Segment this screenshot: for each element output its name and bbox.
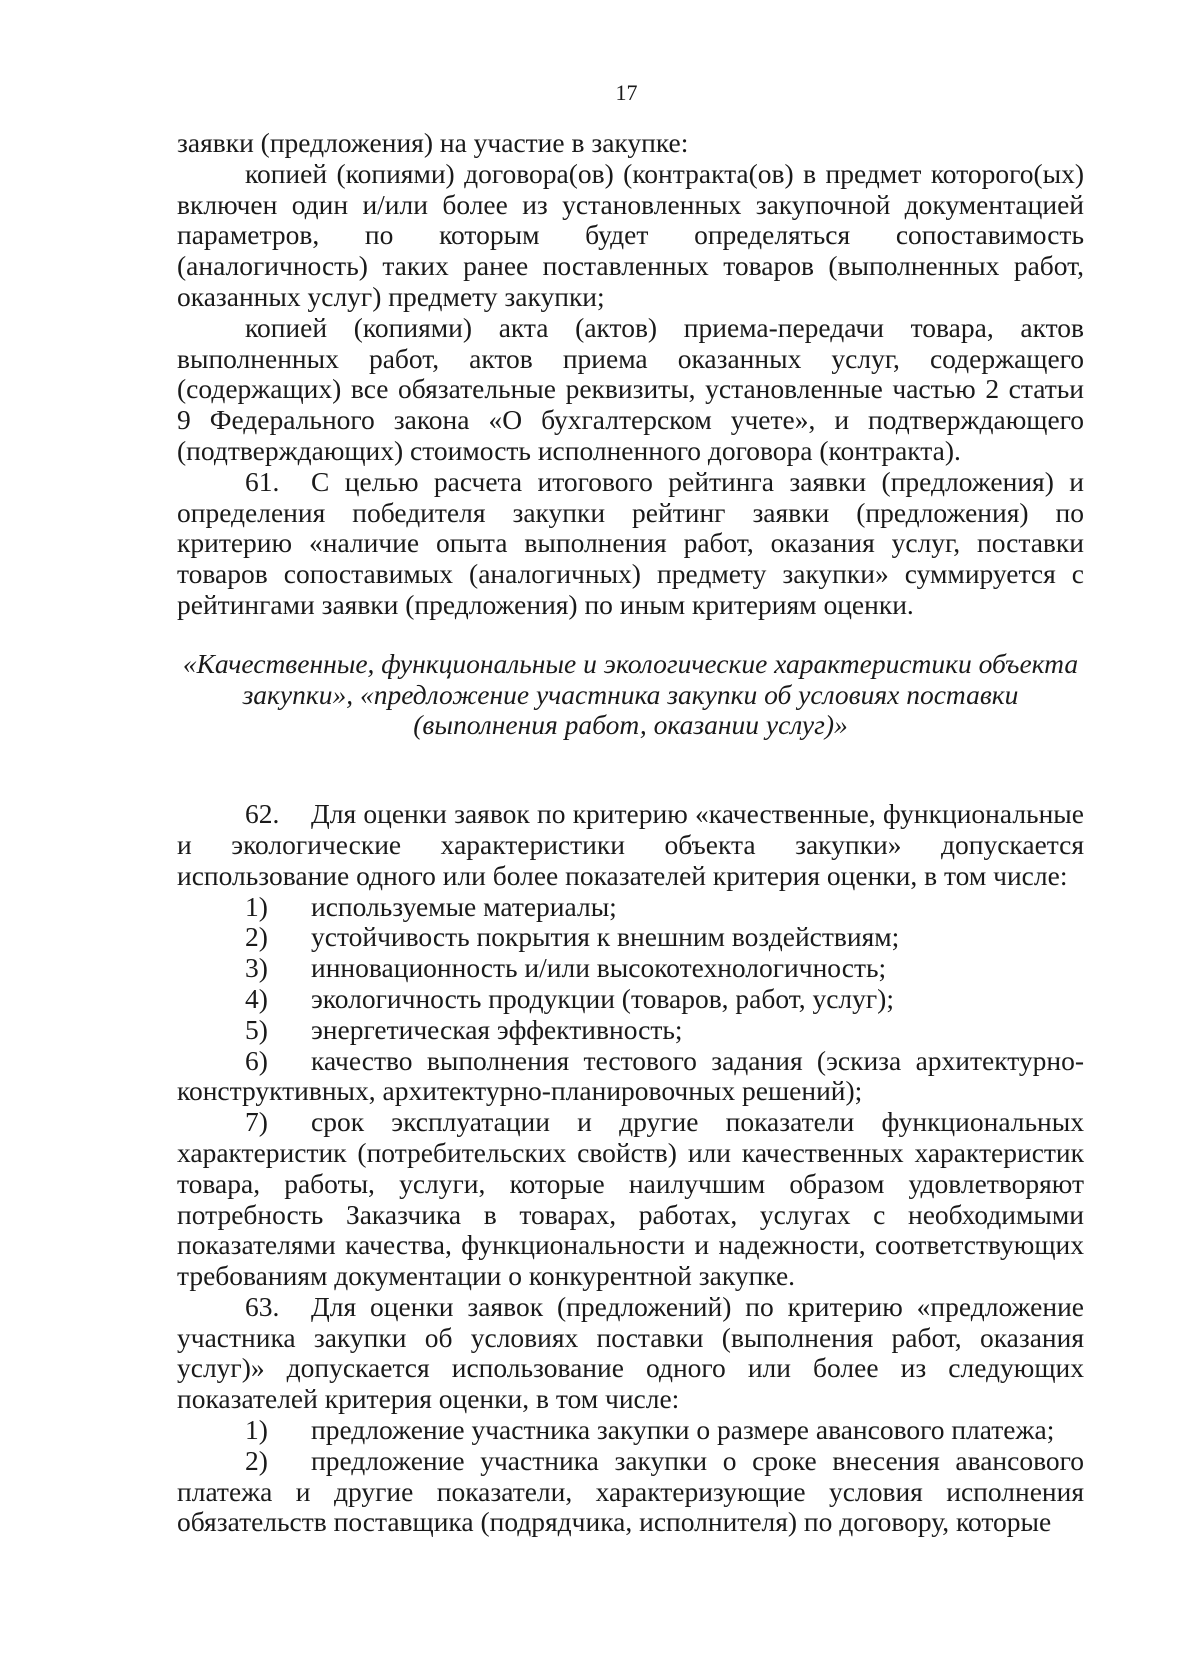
- list-item-text: предложение участника закупки о сроке внесения авансового платежа и другие показатели, характеризующие условия исполнения обязательств поставщика (подрядчика, исполнителя) по договору, которые: [177, 1444, 1084, 1538]
- list-item: [177, 1107, 1084, 1292]
- list-item-number: 1): [245, 890, 268, 922]
- list-item-text: устойчивость покрытия к внешним воздействиям;: [311, 921, 900, 953]
- paragraph-number: 61.: [245, 465, 280, 497]
- list-item: [177, 1046, 1084, 1108]
- heading-line: (выполнения работ, оказании услуг)»: [413, 709, 848, 741]
- list-item-number: 4): [245, 982, 268, 1014]
- list-item-number: 5): [245, 1013, 268, 1045]
- list-item: [177, 892, 1084, 923]
- section-heading: [177, 649, 1084, 741]
- paragraph-text: Для оценки заявок (предложений) по критерию «предложение участника закупки об условиях поставки (выполнения работ, оказания услуг)» допускается использование одного или более из следующих показателей критерия оценки, в том числе:: [177, 1290, 1084, 1415]
- paragraph-number: 63.: [245, 1290, 280, 1322]
- list-item-number: 3): [245, 952, 268, 984]
- paragraph-intro: заявки (предложения) на участие в закупке:: [177, 127, 689, 158]
- list-item: [177, 922, 1084, 953]
- list-item-text: качество выполнения тестового задания (эскиза архитектурно-конструктивных, архитектурно-планировочных решений);: [177, 1044, 1084, 1107]
- heading-line: «Качественные, функциональные и экологические характеристики объекта: [182, 647, 1079, 679]
- paragraph-62: [177, 799, 1084, 891]
- list-item-text: энергетическая эффективность;: [311, 1013, 683, 1045]
- paragraph-text: Для оценки заявок по критерию «качественные, функциональные и экологические характеристики объекта закупки» допускается использование одного или более показателей критерия оценки, в том числе:: [177, 798, 1084, 891]
- paragraph-text: С целью расчета итогового рейтинга заявки (предложения) и определения победителя закупки рейтинг заявки (предложения) по критерию «наличие опыта выполнения работ, оказания услуг, поставки товаров сопоставимых (аналогичных) предмету закупки» суммируется с рейтингами заявки (предложения) по иным критериям оценки.: [177, 465, 1084, 620]
- page-number: 17: [615, 80, 638, 105]
- list-item-text: предложение участника закупки о размере авансового платежа;: [311, 1414, 1055, 1446]
- paragraph-61: [177, 467, 1084, 621]
- list-item-text: инновационность и/или высокотехнологичность;: [311, 952, 887, 984]
- list-item-text: экологичность продукции (товаров, работ, услуг);: [311, 982, 894, 1014]
- list-item-number: 2): [245, 1444, 268, 1476]
- list-item-number: 2): [245, 921, 268, 953]
- paragraph-63: [177, 1292, 1084, 1415]
- list-item: [177, 1415, 1084, 1446]
- document-body: [177, 128, 1084, 1538]
- list-item-text: срок эксплуатации и другие показатели функциональных характеристик (потребительских свойств) или качественных характеристик товара, работы, услуги, которые наилучшим образом удовлетворяют потребность Заказчика в товарах, работах, услугах с необходимыми показателями качества, функциональности и надежности, соответствующих требованиям документации о конкурентной закупке.: [177, 1106, 1084, 1292]
- list-item-number: 7): [245, 1106, 268, 1138]
- list-item-number: 6): [245, 1044, 268, 1076]
- list-item-number: 1): [245, 1414, 268, 1446]
- list-item: [177, 1015, 1084, 1046]
- paragraph-act-copies: копией (копиями) акта (актов) приема-передачи товара, актов выполненных работ, актов приема оказанных услуг, содержащего (содержащих) все обязательные реквизиты, установленные частью 2 статьи 9 Федерального закона «О бухгалтерском учете», и подтверждающего (подтверждающих) стоимость исполненного договора (контракта).: [177, 311, 1084, 466]
- list-item: [177, 984, 1084, 1015]
- list-item-text: используемые материалы;: [311, 890, 617, 922]
- heading-line: закупки», «предложение участника закупки об условиях поставки: [242, 678, 1019, 710]
- list-item: [177, 953, 1084, 984]
- paragraph-number: 62.: [245, 798, 280, 830]
- list-item: [177, 1446, 1084, 1538]
- paragraph-contract-copies: копией (копиями) договора(ов) (контракта(ов) в предмет которого(ых) включен один и/или более из установленных закупочной документацией параметров, по которым будет определяться сопоставимость (аналогичность) таких ранее поставленных товаров (выполненных работ, оказанных услуг) предмету закупки;: [177, 157, 1084, 312]
